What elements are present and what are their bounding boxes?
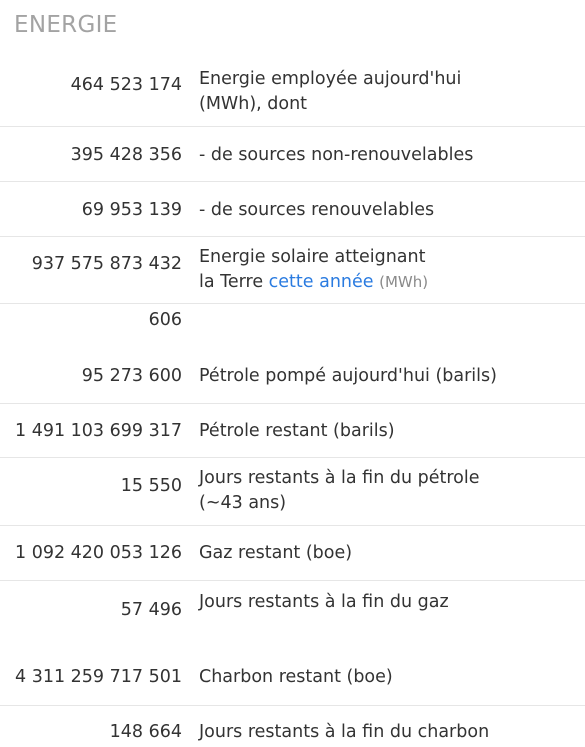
stat-value-solar-energy: 937 575 873 432	[31, 254, 182, 274]
label-text: la Terre	[199, 272, 269, 292]
stat-value-gas-remaining: 1 092 420 053 126	[15, 543, 182, 563]
stat-label-non-renewable: - de sources non-renouvelables	[199, 145, 474, 165]
stat-label-oil-pumped-today: Pétrole pompé aujourd'hui (barils)	[199, 366, 497, 386]
stat-value-days-until-oil-end: 15 550	[120, 476, 182, 496]
label-line: Energie employée aujourd'hui	[199, 69, 462, 89]
stat-value-solar-energy-continued: 606	[148, 310, 182, 330]
row-divider	[0, 525, 585, 526]
stat-value-renewable: 69 953 139	[81, 200, 182, 220]
stat-value-coal-remaining: 4 311 259 717 501	[15, 667, 182, 687]
label-line	[199, 270, 428, 295]
stat-label-days-until-coal-end: Jours restants à la fin du charbon	[199, 722, 490, 742]
row-divider	[0, 126, 585, 127]
unit-label: (MWh)	[379, 273, 429, 291]
row-divider	[0, 303, 585, 304]
stat-label-renewable: - de sources renouvelables	[199, 200, 435, 220]
label-line: (~43 ans)	[199, 493, 287, 513]
row-divider	[0, 236, 585, 237]
row-divider	[0, 457, 585, 458]
label-line: Jours restants à la fin du pétrole	[199, 468, 480, 488]
this-year-link[interactable]: cette année	[268, 272, 374, 292]
stat-value-days-until-coal-end: 148 664	[109, 722, 182, 742]
stat-value-energy-used-today: 464 523 174	[70, 75, 182, 95]
stat-value-days-until-gas-end: 57 496	[120, 600, 182, 620]
stat-label-oil-remaining: Pétrole restant (barils)	[199, 421, 395, 441]
section-title: ENERGIE	[14, 12, 118, 38]
row-divider	[0, 580, 585, 581]
stat-label-gas-remaining: Gaz restant (boe)	[199, 543, 353, 563]
stat-label-solar-energy	[199, 245, 428, 295]
label-line: Energie solaire atteignant	[199, 247, 426, 267]
row-divider	[0, 403, 585, 404]
stat-label-days-until-gas-end: Jours restants à la fin du gaz	[199, 592, 449, 612]
stat-label-days-until-oil-end	[199, 466, 480, 516]
stat-label-energy-used-today	[199, 67, 461, 117]
stat-label-coal-remaining: Charbon restant (boe)	[199, 667, 393, 687]
stat-value-non-renewable: 395 428 356	[70, 145, 182, 165]
row-divider	[0, 705, 585, 706]
stat-value-oil-remaining: 1 491 103 699 317	[15, 421, 182, 441]
stat-value-oil-pumped-today: 95 273 600	[81, 366, 182, 386]
label-line: (MWh), dont	[199, 94, 308, 114]
row-divider	[0, 181, 585, 182]
